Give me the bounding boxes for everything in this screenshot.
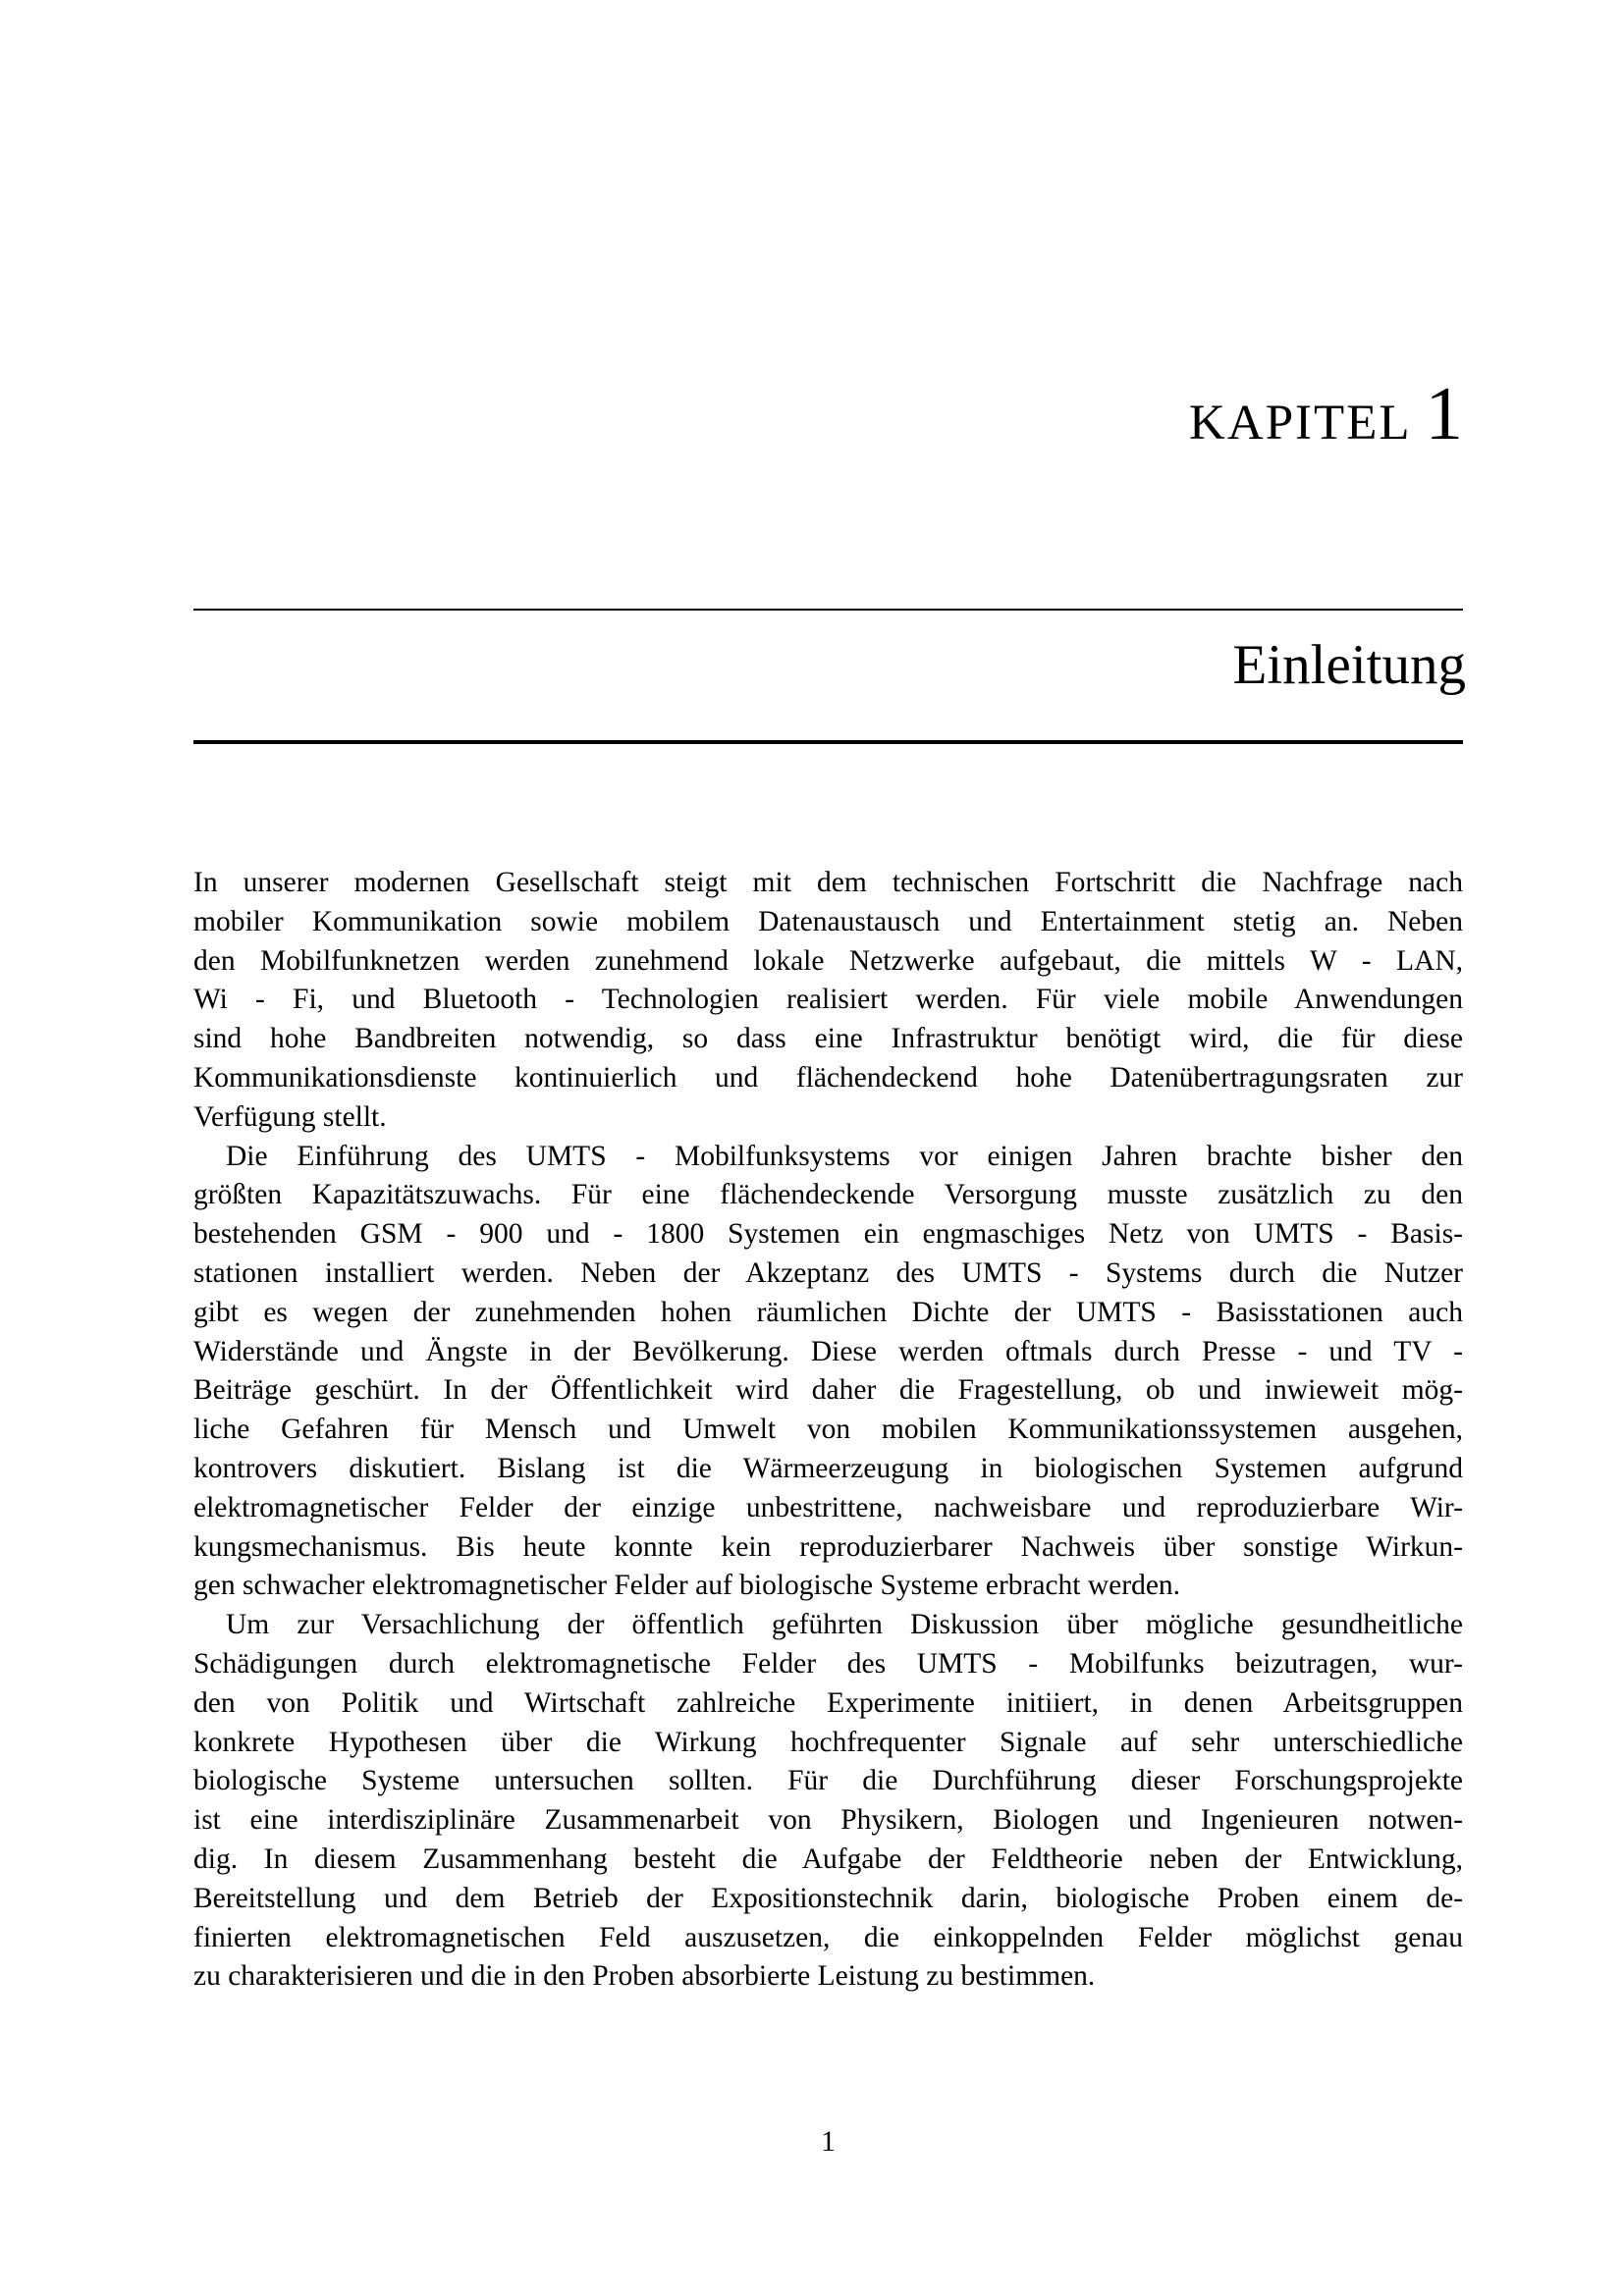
chapter-label: KAPITEL xyxy=(1189,396,1412,451)
text-line: größten Kapazitätszuwachs. Für eine flächendeckende Versorgung musste zusätzlich zu den xyxy=(193,1179,1463,1211)
text-line: mobiler Kommunikation sowie mobilem Datenaustausch und Entertainment stetig an. Neben xyxy=(193,905,1463,937)
text-line: In unserer modernen Gesellschaft steigt mit dem technischen Fortschritt die Nachfrage nach xyxy=(193,867,1463,898)
chapter-number: 1 xyxy=(1425,371,1463,455)
chapter-rule-bottom xyxy=(193,740,1463,744)
chapter-heading xyxy=(1189,371,1463,473)
text-line: Um zur Versachlichung der öffentlich geführten Diskussion über mögliche gesundheitliche xyxy=(226,1609,1463,1641)
text-line: finierten elektromagnetischen Feld auszusetzen, die einkoppelnden Felder möglichst genau xyxy=(193,1921,1463,1953)
chapter-title: Einleitung xyxy=(1232,634,1466,696)
text-line: Schädigungen durch elektromagnetische Felder des UMTS - Mobilfunks beizutragen, wur- xyxy=(193,1647,1463,1680)
text-line: ist eine interdisziplinäre Zusammenarbeit von Physikern, Biologen und Ingenieuren notwen- xyxy=(193,1804,1463,1837)
text-line: kungsmechanismus. Bis heute konnte kein reproduzierbarer Nachweis über sonstige Wirkun- xyxy=(193,1530,1463,1563)
text-line: sind hohe Bandbreiten notwendig, so dass eine Infrastruktur benötigt wird, die für diese xyxy=(193,1023,1463,1055)
chapter-rule-top xyxy=(193,609,1463,611)
text-line: zu charakterisieren und die in den Proben absorbierte Leistung zu bestimmen. xyxy=(193,1960,1096,1993)
text-line: den von Politik und Wirtschaft zahlreiche Experimente initiiert, in denen Arbeitsgruppen xyxy=(193,1686,1463,1719)
body-text xyxy=(193,864,1463,1997)
text-line: Wi - Fi, und Bluetooth - Technologien realisiert werden. Für viele mobile Anwendungen xyxy=(193,984,1463,1016)
text-line: Widerstände und Ängste in der Bevölkerung. Diese werden oftmals durch Presse - und TV - xyxy=(193,1335,1463,1367)
text-line: Bereitstellung und dem Betrieb der Expositionstechnik darin, biologische Proben einem de- xyxy=(193,1882,1463,1914)
text-line: bestehenden GSM - 900 und - 1800 Systemen ein engmaschiges Netz von UMTS - Basis- xyxy=(193,1218,1463,1251)
text-line: gen schwacher elektromagnetischer Felder auf biologische Systeme erbracht werden. xyxy=(193,1570,1181,1602)
text-line: kontrovers diskutiert. Bislang ist die Wärmeerzeugung in biologischen Systemen aufgrund xyxy=(193,1452,1463,1484)
text-line: gibt es wegen der zunehmenden hohen räumlichen Dichte der UMTS - Basisstationen auch xyxy=(193,1296,1463,1328)
text-line: Die Einführung des UMTS - Mobilfunksystems vor einigen Jahren brachte bisher den xyxy=(226,1140,1463,1172)
text-line: biologische Systeme untersuchen sollten. Für die Durchführung dieser Forschungsprojekte xyxy=(193,1765,1463,1797)
page-number: 1 xyxy=(821,2125,836,2158)
text-line: Verfügung stellt. xyxy=(193,1100,387,1133)
text-line: stationen installiert werden. Neben der Akzeptanz des UMTS - Systems durch die Nutzer xyxy=(193,1256,1463,1289)
text-line: Kommunikationsdienste kontinuierlich und flächendeckend hohe Datenübertragungsraten zur xyxy=(193,1061,1463,1094)
text-line: elektromagnetischer Felder der einzige unbestrittene, nachweisbare und reproduzierbare Wir- xyxy=(193,1491,1463,1523)
text-line: den Mobilfunknetzen werden zunehmend lokale Netzwerke aufgebaut, die mittels W - LAN, xyxy=(193,944,1463,977)
text-line: Beiträge geschürt. In der Öffentlichkeit wird daher die Fragestellung, ob und inwieweit mög- xyxy=(193,1374,1463,1407)
text-line: dig. In diesem Zusammenhang besteht die Aufgabe der Feldtheorie neben der Entwicklung, xyxy=(193,1842,1463,1875)
text-line: konkrete Hypothesen über die Wirkung hochfrequenter Signale auf sehr unterschiedliche xyxy=(193,1726,1463,1758)
text-line: liche Gefahren für Mensch und Umwelt von mobilen Kommunikationssystemen ausgehen, xyxy=(193,1414,1463,1446)
